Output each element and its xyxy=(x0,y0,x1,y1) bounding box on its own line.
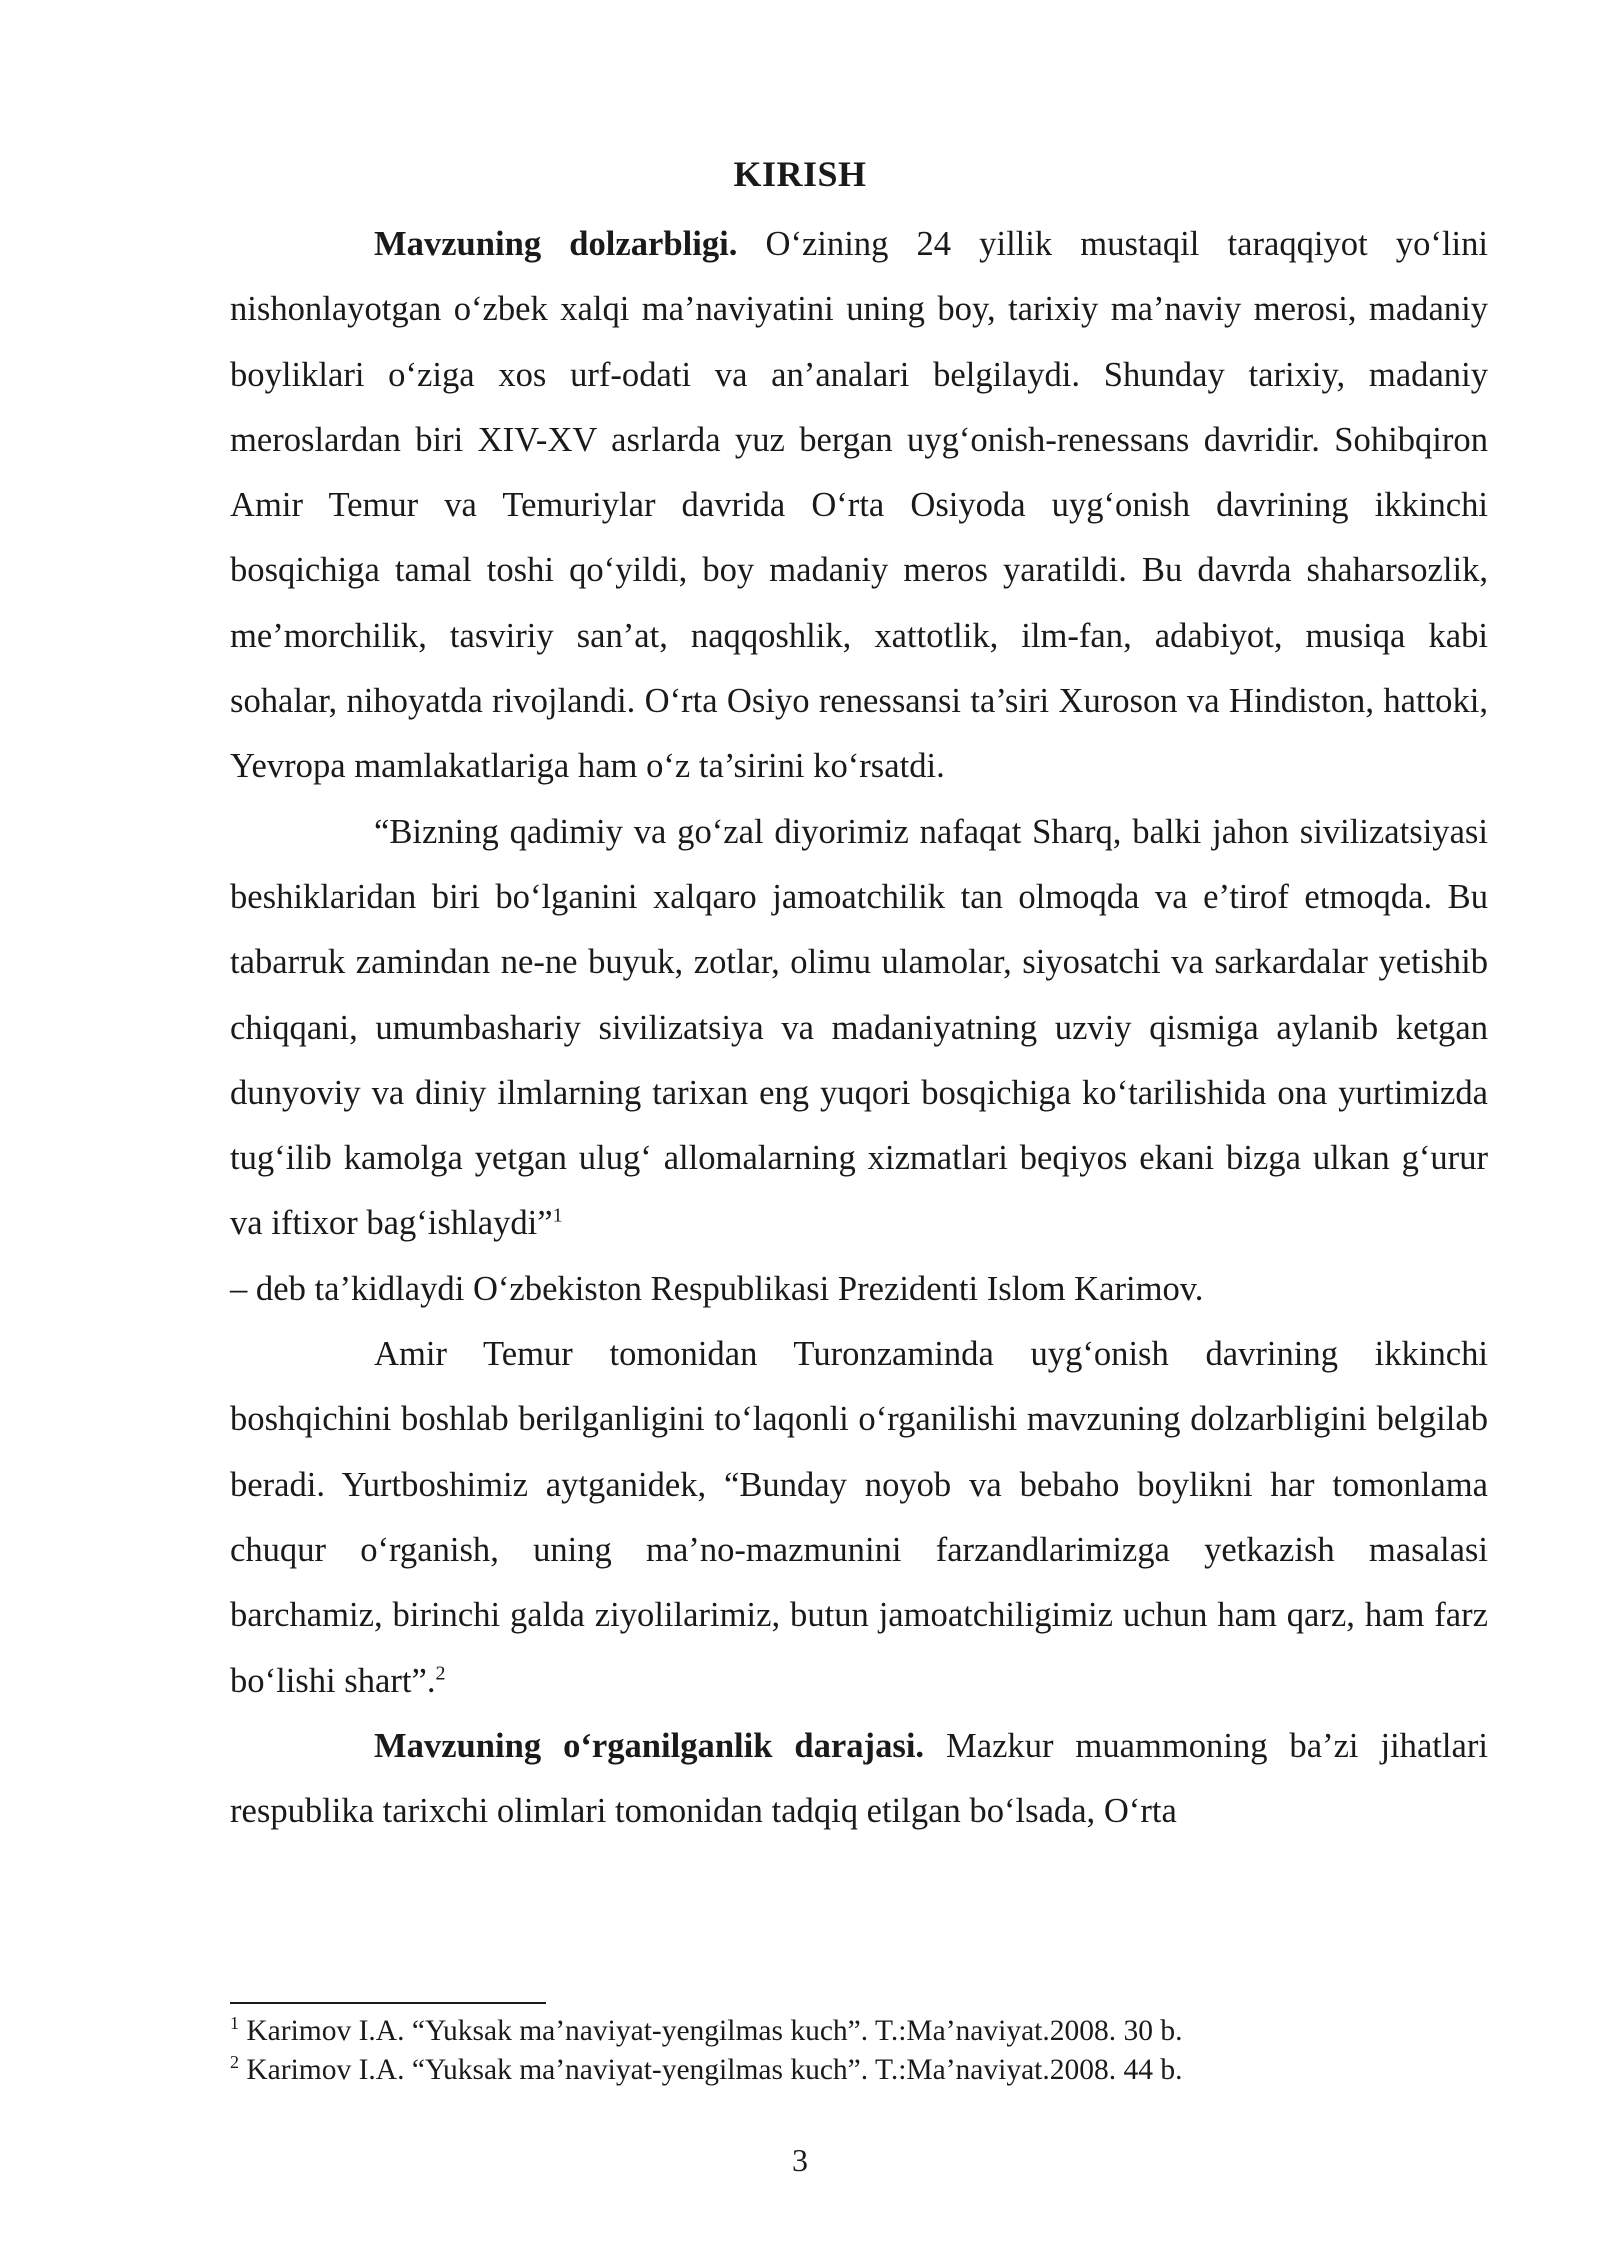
paragraph-temur xyxy=(230,1322,1488,1714)
paragraph-lead-heading: Mavzuning o‘rganilganlik darajasi. xyxy=(374,1726,925,1765)
paragraph-relevance xyxy=(230,212,1488,800)
paragraph-lead-heading: Mavzuning dolzarbligi. xyxy=(374,225,738,263)
footnote-marker: 2 xyxy=(230,2052,239,2073)
footnote-marker: 1 xyxy=(230,2013,239,2034)
footnote-reference[interactable]: 2 xyxy=(435,1662,446,1684)
paragraph-study-level xyxy=(230,1714,1488,1845)
footnote-text: Karimov I.A. “Yuksak ma’naviyat-yengilmas kuch”. T.:Ma’naviyat.2008. 30 b. xyxy=(239,2015,1183,2047)
paragraph-text: – deb ta’kidlaydi O‘zbekiston Respublikasi Prezidenti Islom Karimov. xyxy=(230,1269,1204,1308)
paragraph-text: “Bizning qadimiy va go‘zal diyorimiz nafaqat Sharq, balki jahon sivilizatsiyasi beshiklaridan biri bo‘lganini xalqaro jamoatchilik tan olmoqda va e’tirof etmoqda. Bu tabarruk zamindan ne-ne buyuk, zotlar, olimu ulamolar, siyosatchi va sarkardalar yetishib chiqqani, umumbashariy sivilizatsiya va madaniyatning uzviy qismiga aylanib ketgan dunyoviy va diniy ilmlarning tarixan eng yuqori bosqichiga ko‘tarilishida ona yurtimizda tug‘ilib kamolga yetgan ulug‘ allomalarning xizmatlari beqiyos ekani bizga ulkan g‘urur va iftixor bag‘ishlaydi” xyxy=(230,812,1488,1243)
footnote-reference[interactable]: 1 xyxy=(552,1204,563,1227)
page-title: KIRISH xyxy=(733,154,867,194)
paragraph-quote xyxy=(230,800,1488,1322)
page-number: 3 xyxy=(792,2142,808,2178)
paragraph-text: O‘zining 24 yillik mustaqil taraqqiyot yo‘lini nishonlayotgan o‘zbek xalqi ma’naviyatini uning boy, tarixiy ma’naviy merosi, madaniy boyliklari o‘ziga xos urf-odati va an’analari belgilaydi. Shunday tarixiy, madaniy meroslardan biri XIV-XV asrlarda yuz bergan uyg‘onish-renessans davridir. Sohibqiron Amir Temur va Temuriylar davrida O‘rta Osiyoda uyg‘onish davrining ikkinchi bosqichiga tamal toshi qo‘yildi, boy madaniy meros yaratildi. Bu davrda shaharsozlik, me’morchilik, tasviriy san’at, naqqoshlik, xattotlik, ilm-fan, adabiyot, musiqa kabi sohalar, nihoyatda rivojlandi. O‘rta Osiyo renessansi ta’siri Xuroson va Hindiston, hattoki, Yevropa mamlakatlariga ham o‘z ta’sirini ko‘rsatdi. xyxy=(230,225,1488,786)
paragraph-text: Mazkur muammoning ba’zi jihatlari respublika tarixchi olimlari tomonidan tadqiq etilgan bo‘lsada, O‘rta xyxy=(230,1726,1488,1831)
footnote-1 xyxy=(230,2012,1488,2051)
body-text xyxy=(230,212,1488,1844)
footnote-text: Karimov I.A. “Yuksak ma’naviyat-yengilmas kuch”. T.:Ma’naviyat.2008. 44 b. xyxy=(239,2054,1183,2086)
footnote-2 xyxy=(230,2051,1488,2090)
paragraph-text: Amir Temur tomonidan Turonzaminda uyg‘onish davrining ikkinchi boshqichini boshlab berilganligini to‘laqonli o‘rganilishi mavzuning dolzarbligini belgilab beradi. Yurtboshimiz aytganidek, “Bunday noyob va bebaho boylikni har tomonlama chuqur o‘rganish, uning ma’no-mazmunini farzandlarimizga yetkazish masalasi barchamiz, birinchi galda ziyolilarimiz, butun jamoatchiligimiz uchun ham qarz, ham farz bo‘lishi shart”. xyxy=(230,1335,1488,1700)
footnotes xyxy=(230,2012,1488,2090)
footnote-separator xyxy=(230,2002,546,2004)
